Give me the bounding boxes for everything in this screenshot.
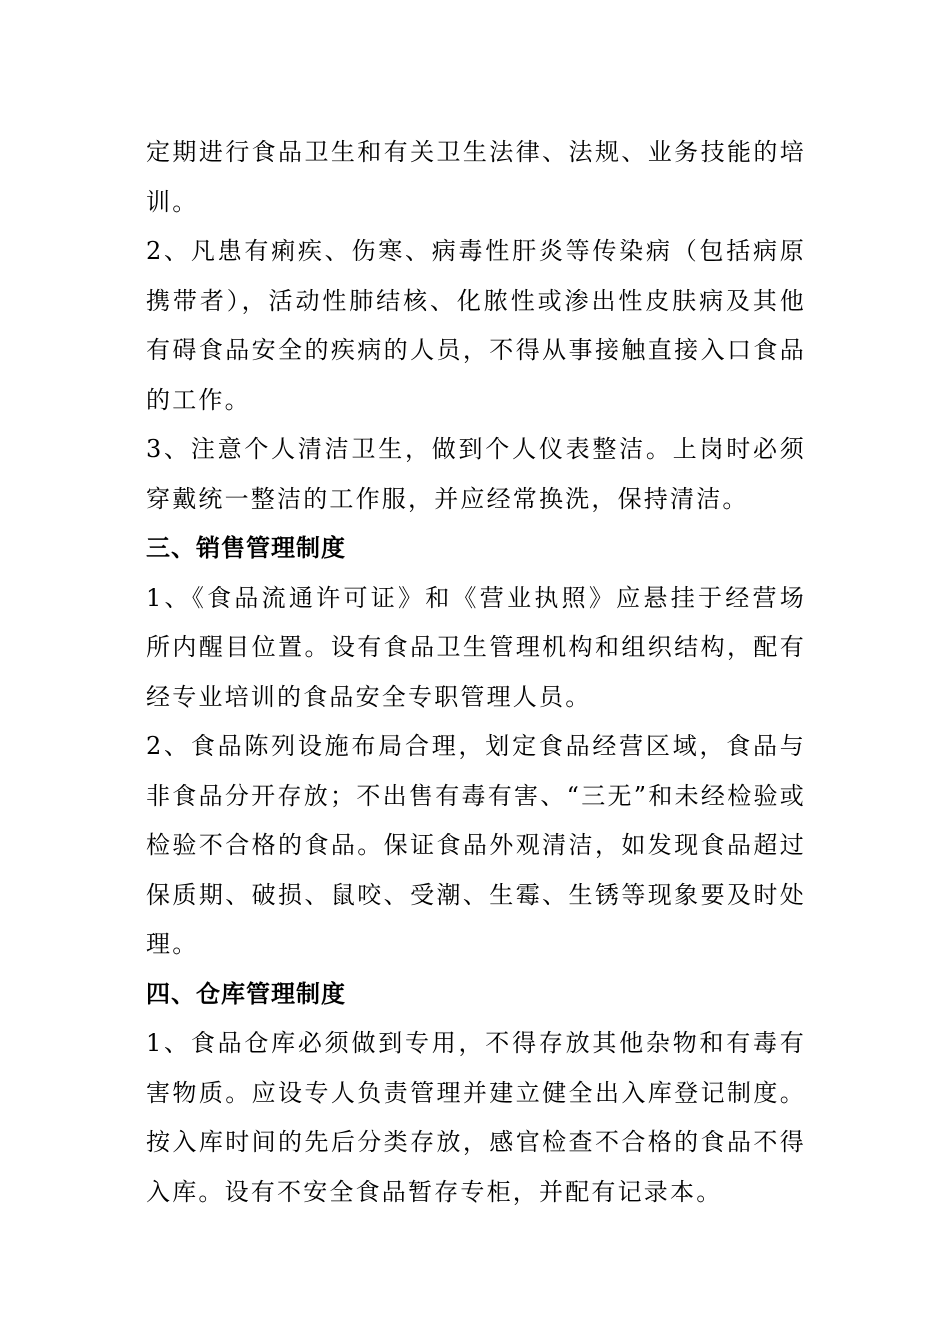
paragraph-warehouse-rule: 1、食品仓库必须做到专用，不得存放其他杂物和有毒有害物质。应设专人负责管理并建立健全出入库登记制度。按入库时间的先后分类存放，感官检查不合格的食品不得入库。设有不安全食品暂存专柜，并配有记录本。: [146, 1029, 806, 1206]
paragraph-training-continuation: 定期进行食品卫生和有关卫生法律、法规、业务技能的培训。: [146, 138, 806, 216]
paragraph-food-display-rule: 2、食品陈列设施布局合理，划定食品经营区域，食品与非食品分开存放；不出售有毒有害、“三无”和未经检验或检验不合格的食品。保证食品外观清洁，如发现食品超过保质期、破损、鼠咬、受潮、生霉、生锈等现象要及时处理。: [146, 732, 806, 958]
section-heading-warehouse-management: 四、仓库管理制度: [146, 979, 346, 1008]
paragraph-infectious-disease-rule: 2、凡患有痢疾、伤寒、病毒性肝炎等传染病（包括病原携带者），活动性肺结核、化脓性或渗出性皮肤病及其他有碍食品安全的疾病的人员，不得从事接触直接入口食品的工作。: [146, 237, 806, 414]
section-heading-sales-management: 三、销售管理制度: [146, 534, 346, 562]
document-body: [146, 128, 806, 1217]
paragraph-personal-hygiene-rule: 3、注意个人清洁卫生，做到个人仪表整洁。上岗时必须穿戴统一整洁的工作服，并应经常换洗，保持清洁。: [146, 435, 806, 513]
paragraph-license-display-rule: 1、《食品流通许可证》和《营业执照》应悬挂于经营场所内醒目位置。设有食品卫生管理机构和组织结构，配有经专业培训的食品安全专职管理人员。: [146, 583, 806, 711]
